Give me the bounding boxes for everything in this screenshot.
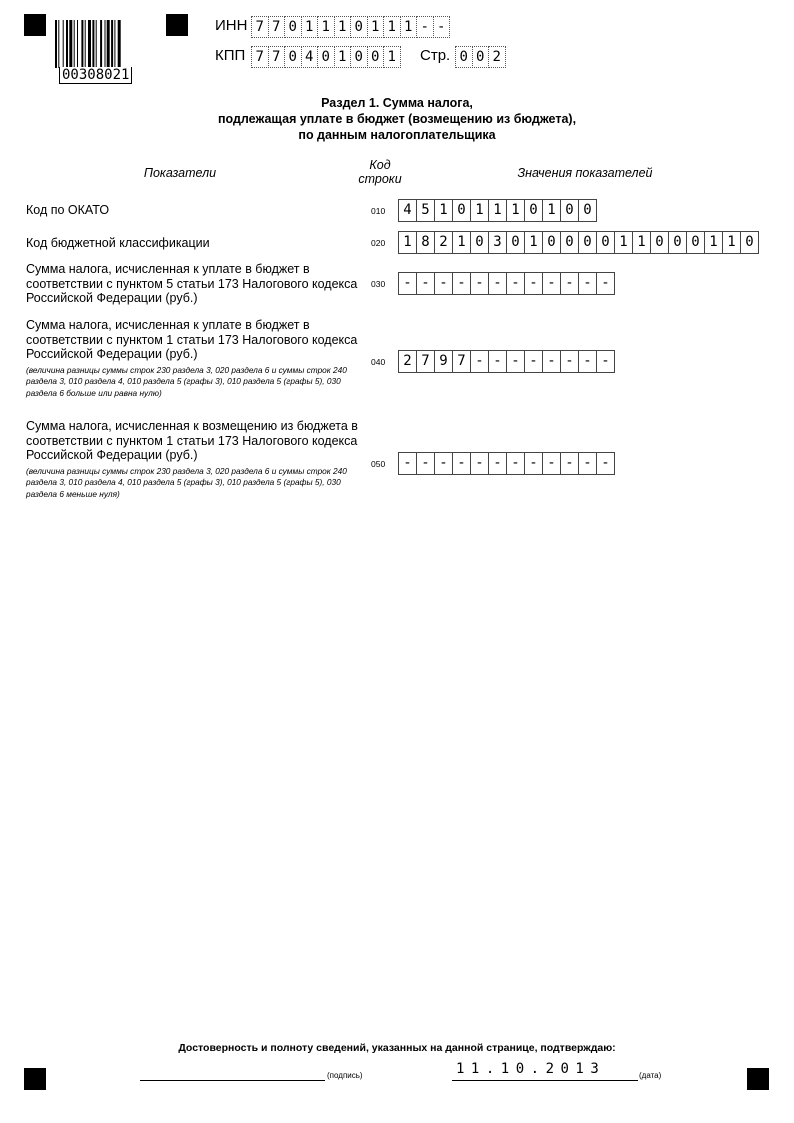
row-010-cell: 1: [434, 199, 453, 222]
row-030-cell: -: [560, 272, 579, 295]
signature-line[interactable]: [140, 1080, 325, 1081]
row-050-cell: -: [470, 452, 489, 475]
row-020-cell: 1: [704, 231, 723, 254]
row-020-cell: 3: [488, 231, 507, 254]
row-020-cell: 8: [416, 231, 435, 254]
row-010-cell: 1: [488, 199, 507, 222]
row-040-note: (величина разницы суммы строк 230 раздела 3, 020 раздела 6 и суммы строк 240 раздела 3, 010 раздела 4, 010 раздела 5 (графы 3), 010 раздела 5 (графы 5), 030 раздела 6 больше или равна нулю): [26, 364, 347, 398]
row-050-cell: -: [596, 452, 615, 475]
row-040-label-text: Сумма налога, исчисленная к уплате в бюджет в соответствии с пунктом 1 статьи 173 Налогового кодекса Российской Федерации (руб.): [26, 318, 358, 361]
inn-cell: 1: [400, 16, 418, 38]
signature-label: (подпись): [327, 1071, 363, 1080]
row-020-cell: 1: [614, 231, 633, 254]
column-header-values: Значения показателей: [517, 166, 653, 180]
section-title: [0, 95, 794, 143]
row-040-cell: -: [470, 350, 489, 373]
row-010-cell: 0: [560, 199, 579, 222]
row-030-cell: -: [488, 272, 507, 295]
row-040-cell: -: [524, 350, 543, 373]
kpp-cell: 7: [268, 46, 286, 68]
row-040-cell: 7: [416, 350, 435, 373]
row-020-cell: 0: [470, 231, 489, 254]
row-040-cell: -: [596, 350, 615, 373]
section-title-line-3: по данным налогоплательщика: [298, 128, 496, 142]
row-030-cell: -: [452, 272, 471, 295]
barcode-bar: [96, 20, 97, 68]
page-number-cell: 2: [488, 46, 506, 68]
corner-marker-top-right: [166, 14, 188, 36]
corner-marker-top-left: [24, 14, 46, 36]
row-050-cell: -: [506, 452, 525, 475]
row-030-label: [26, 262, 366, 306]
row-020-cell: 0: [542, 231, 561, 254]
row-020-cell: 1: [452, 231, 471, 254]
kpp-cells: [251, 46, 400, 68]
row-020-cell: 0: [686, 231, 705, 254]
kpp-cell: 0: [284, 46, 302, 68]
row-050-cell: -: [488, 452, 507, 475]
inn-cell: 1: [301, 16, 319, 38]
row-020-cell: 0: [506, 231, 525, 254]
row-050-label: [26, 419, 366, 500]
row-040-cell: 9: [434, 350, 453, 373]
kpp-cell: 1: [334, 46, 352, 68]
column-header-indicators: Показатели: [143, 166, 217, 180]
inn-cell: -: [433, 16, 451, 38]
row-020-cell: 0: [560, 231, 579, 254]
row-010-cell: 1: [470, 199, 489, 222]
row-010-cell: 1: [506, 199, 525, 222]
barcode-bar: [88, 20, 91, 68]
row-010-code: 010: [371, 206, 386, 216]
barcode-bar: [55, 20, 57, 68]
barcode-bar: [114, 20, 115, 68]
barcode-bar: [92, 20, 94, 68]
inn-cell: 1: [317, 16, 335, 38]
row-030-label-text: Сумма налога, исчисленная к уплате в бюджет в соответствии с пунктом 5 статьи 173 Налогового кодекса Российской Федерации (руб.): [26, 262, 358, 305]
date-line: [452, 1080, 638, 1081]
kpp-cell: 7: [251, 46, 269, 68]
barcode-bar: [105, 20, 106, 68]
barcode-bar: [111, 20, 113, 68]
row-030-cell: -: [596, 272, 615, 295]
row-020-cell: 1: [524, 231, 543, 254]
row-030-cell: -: [470, 272, 489, 295]
barcode-bar: [107, 20, 110, 68]
row-040-cell: -: [578, 350, 597, 373]
row-020-cell: 2: [434, 231, 453, 254]
kpp-cell: 1: [383, 46, 401, 68]
row-030-cell: -: [578, 272, 597, 295]
row-020-cell: 0: [596, 231, 615, 254]
row-010-cell: 0: [452, 199, 471, 222]
row-050-cell: -: [524, 452, 543, 475]
row-020-label: [26, 236, 366, 251]
column-header-code: [350, 158, 410, 186]
row-010-cell: 0: [578, 199, 597, 222]
row-020-cell: 1: [398, 231, 417, 254]
page-label: Стр.: [420, 47, 451, 64]
row-040-code: 040: [371, 357, 386, 367]
row-010-cell: 1: [542, 199, 561, 222]
row-050-note: (величина разницы суммы строк 230 раздела 3, 020 раздела 6 и суммы строк 240 раздела 3, 010 раздела 4, 010 раздела 5 (графы 3), 010 раздела 5 (графы 5), 030 раздела 6 меньше нуля): [26, 465, 347, 499]
inn-cell: 0: [350, 16, 368, 38]
barcode-bar: [85, 20, 86, 68]
row-030-cell: -: [416, 272, 435, 295]
row-030-cell: -: [398, 272, 417, 295]
row-050-cell: -: [542, 452, 561, 475]
kpp-label: КПП: [215, 47, 246, 64]
row-020-cell: 0: [740, 231, 759, 254]
corner-marker-bottom-left: [24, 1068, 46, 1090]
page-number-cells: [455, 46, 505, 68]
row-010-cell: 5: [416, 199, 435, 222]
kpp-cell: 0: [367, 46, 385, 68]
inn-cell: 1: [334, 16, 352, 38]
row-040-cell: -: [560, 350, 579, 373]
row-030-cells: [398, 272, 614, 295]
barcode-bar: [66, 20, 68, 68]
section-title-line-2: подлежащая уплате в бюджет (возмещению из бюджета),: [217, 112, 577, 126]
row-040-cell: -: [488, 350, 507, 373]
kpp-cell: 4: [301, 46, 319, 68]
kpp-cell: 0: [350, 46, 368, 68]
row-010-cells: [398, 199, 596, 222]
row-020-label-text: Код бюджетной классификации: [26, 236, 210, 250]
barcode-bar: [69, 20, 72, 68]
row-010-cell: 0: [524, 199, 543, 222]
row-040-cell: 2: [398, 350, 417, 373]
row-040-cells: [398, 350, 614, 373]
row-020-cells: [398, 231, 758, 254]
row-050-cell: -: [452, 452, 471, 475]
inn-cell: 1: [367, 16, 385, 38]
row-050-cell: -: [398, 452, 417, 475]
date-value: 11.10.2013: [456, 1061, 606, 1077]
kpp-cell: 0: [317, 46, 335, 68]
column-header-code-line-2: строки: [358, 172, 402, 186]
barcode-bar: [100, 20, 102, 68]
inn-cells: [251, 16, 449, 38]
inn-cell: 7: [251, 16, 269, 38]
row-050-cell: -: [434, 452, 453, 475]
page-number-cell: 0: [455, 46, 473, 68]
row-040-cell: 7: [452, 350, 471, 373]
row-050-label-text: Сумма налога, исчисленная к возмещению из бюджета в соответствии с пунктом 1 статьи 173 Налогового кодекса Российской Федерации (руб.): [26, 419, 358, 462]
section-title-line-1: Раздел 1. Сумма налога,: [321, 96, 473, 110]
row-010-cell: 4: [398, 199, 417, 222]
confirmation-text: Достоверность и полноту сведений, указанных на данной странице, подтверждаю:: [178, 1042, 616, 1054]
row-020-cell: 0: [578, 231, 597, 254]
row-020-cell: 1: [722, 231, 741, 254]
row-030-cell: -: [524, 272, 543, 295]
corner-marker-bottom-right: [747, 1068, 769, 1090]
date-label: (дата): [639, 1071, 662, 1080]
row-050-code: 050: [371, 459, 386, 469]
row-050-cell: -: [416, 452, 435, 475]
row-050-cells: [398, 452, 614, 475]
row-020-cell: 0: [668, 231, 687, 254]
barcode-bar: [63, 20, 64, 68]
row-040-cell: -: [506, 350, 525, 373]
row-010-label-text: Код по ОКАТО: [26, 203, 110, 217]
column-header-code-line-1: Код: [369, 158, 391, 172]
inn-cell: -: [416, 16, 434, 38]
row-020-cell: 1: [632, 231, 651, 254]
barcode-bar: [118, 20, 121, 68]
row-040-cell: -: [542, 350, 561, 373]
barcode-bar: [77, 20, 78, 68]
inn-cell: 7: [268, 16, 286, 38]
page-number-cell: 0: [472, 46, 490, 68]
row-010-label: [26, 203, 366, 218]
barcode: [55, 20, 155, 82]
barcode-bar: [81, 20, 83, 68]
row-050-cell: -: [578, 452, 597, 475]
inn-cell: 1: [383, 16, 401, 38]
row-050-cell: -: [560, 452, 579, 475]
row-020-cell: 0: [650, 231, 669, 254]
barcode-bars: [55, 20, 155, 68]
row-030-cell: -: [434, 272, 453, 295]
row-030-cell: -: [506, 272, 525, 295]
inn-label: ИНН: [215, 17, 248, 34]
row-030-code: 030: [371, 279, 386, 289]
row-020-code: 020: [371, 238, 386, 248]
row-040-label: [26, 318, 366, 399]
barcode-bar: [74, 20, 75, 68]
inn-cell: 0: [284, 16, 302, 38]
row-030-cell: -: [542, 272, 561, 295]
barcode-number: 00308021: [59, 67, 132, 84]
barcode-bar: [58, 20, 59, 68]
